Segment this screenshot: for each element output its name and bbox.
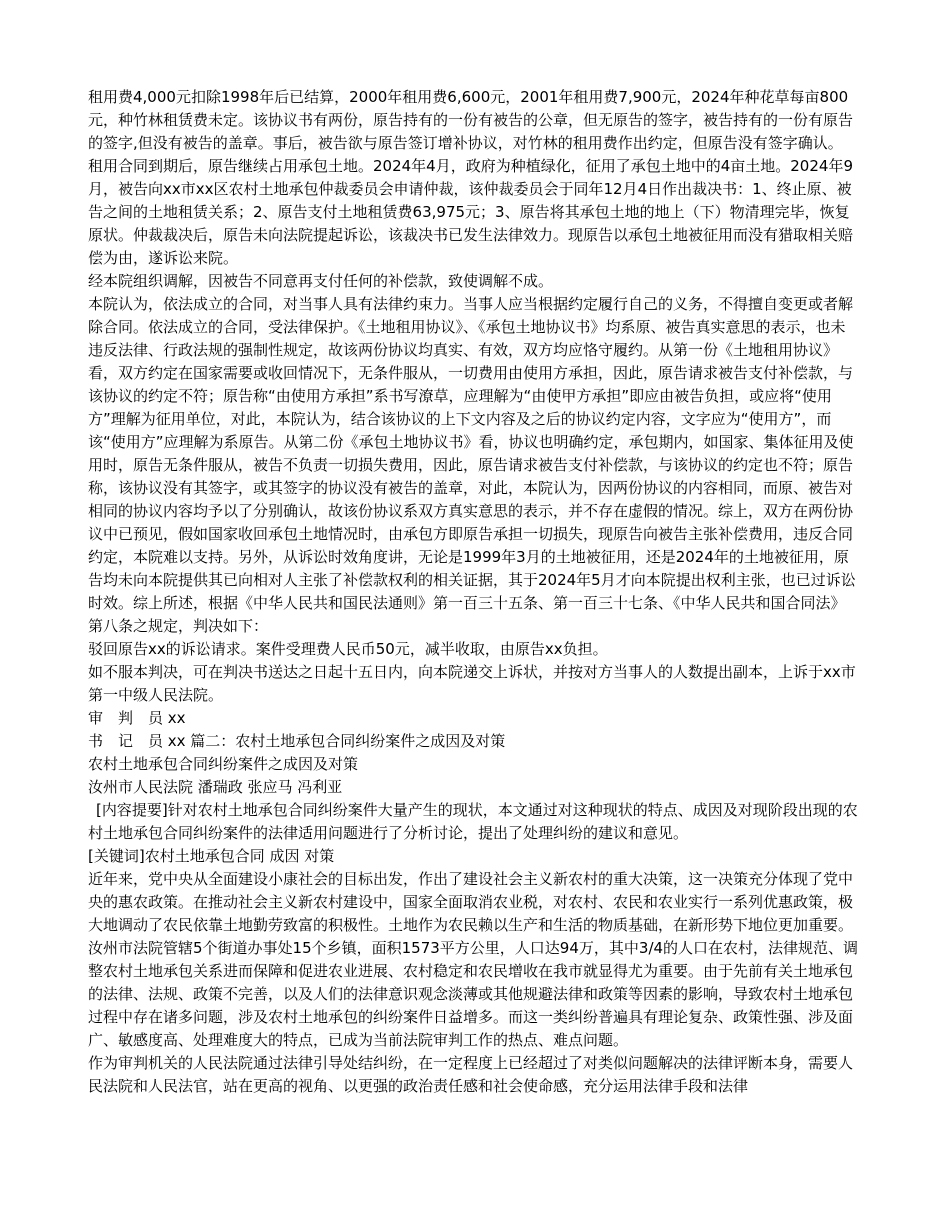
article-keywords: [关键词]农村土地承包合同 成因 对策	[88, 847, 335, 865]
paragraph-court-opinion: 本院认为，依法成立的合同，对当事人具有法律约束力。当事人应当根据约定履行自己的义务，不得擅自变更或者解除合同。依法成立的合同，受法律保护。《土地租用协议》、《承包土地协议书》均系原、被告真实意思的表示，也未违反法律、行政法规的强制性规定，故该两份协议均真实、有效，双方均应恪守履约。从第一份《土地租用协议》看，双方约定在国家需要或收回情况下，无条件服从，一切费用由使用方承担，因此，原告请求被告支付补偿款，与该协议的约定不符；原告称“由使用方承担”系书写潦草，应理解为“由使甲方承担”即应由被告负担，或应将“使用方”理解为征用单位，对此，本院认为，结合该协议的上下文内容及之后的协议约定内容，文字应为“使用方”，而该“使用方”应理解为系原告。从第二份《承包土地协议书》看，协议也明确约定，承包期内，如国家、集体征用及使用时，原告无条件服从，被告不负责一切损失费用，因此，原告请求被告支付补偿款，与该协议的约定也不符；原告称，该协议没有其签字，或其签字的协议没有被告的盖章，对此，本院认为，因两份协议的内容相同，而原、被告对相同的协议内容均予以了分别确认，故该份协议系双方真实意思的表示，并不存在虚假的情况。综上，双方在两份协议中已预见，假如国家收回承包土地情况时，由承包方即原告承担一切损失，现原告向被告主张补偿费用，违反合同约定，本院难以支持。另外，从诉讼时效角度讲，无论是1999年3月的土地被征用，还是2024年的土地被征用，原告均未向本院提供其已向相对人主张了补偿款权利的相关证据，其于2024年5月才向本院提出权利主张，也已过诉讼时效。综上所述，根据《中华人民共和国民法通则》第一百三十五条、第一百三十七条、《中华人民共和国合同法》第八条之规定，判决如下：	[88, 295, 856, 635]
paragraph-judgment: 驳回原告xx的诉讼请求。案件受理费人民币50元，减半收取，由原告xx负担。	[88, 640, 608, 658]
article-intro-paragraph: 近年来，党中央从全面建设小康社会的目标出发，作出了建设社会主义新农村的重大决策，这一决策充分体现了党中央的惠农政策。在推动社会主义新农村建设中，国家全面取消农业税，对农村、农民和农业实行一系列优惠政策，极大地调动了农民依靠土地勤劳致富的积极性。土地作为农民赖以生产和生活的物质基础，在新形势下地位更加重要。汝州市法院管辖5个街道办事处15个乡镇，面积1573平方公里，人口达94万，其中3/4的人口在农村，法律规范、调整农村土地承包关系进而保障和促进农业进展、农村稳定和农民增收在我市就显得尤为重要。由于先前有关土地承包的法律、法规、政策不完善，以及人们的法律意识观念淡薄或其他规避法律和政策等因素的影响，导致农村土地承包过程中存在诸多问题，涉及农村土地承包的纠纷案件日益增多。而这一类纠纷普遍具有理论复杂、政策性强、涉及面广、敏感度高、处理难度大的特点，已成为当前法院审判工作的热点、难点问题。	[88, 870, 859, 1049]
article-authors: 汝州市人民法院 潘瑞政 张应马 冯利亚	[88, 778, 343, 796]
paragraph-appeal-notice: 如不服本判决，可在判决书送达之日起十五日内，向本院递交上诉状，并按对方当事人的人数提出副本，上诉于xx市第一中级人民法院。	[88, 663, 856, 704]
paragraph-arbitration: 租用合同到期后，原告继续占用承包土地。2024年4月，政府为种植绿化，征用了承包土地中的4亩土地。2024年9月，被告向xx市xx区农村土地承包仲裁委员会申请仲裁，该仲裁委员会于同年12月4日作出裁决书：1、终止原、被告之间的土地租赁关系；2、原告支付土地租赁费63,975元；3、原告将其承包土地的地上（下）物清理完毕，恢复原状。仲裁裁决后，原告未向法院提起诉讼，该裁决书已发生法律效力。现原告以承包土地被征用而没有猎取相关赔偿为由，遂诉讼来院。	[88, 157, 854, 267]
clerk-signature-line: 书 记 员 xx 篇二：农村土地承包合同纠纷案件之成因及对策	[88, 732, 506, 750]
article-abstract: [内容提要]针对农村土地承包合同纠纷案件大量产生的现状，本文通过对这种现状的特点、成因及对现阶段出现的农村土地承包合同纠纷案件的法律适用问题进行了分析讨论，提出了处理纠纷的建议和意见。	[88, 801, 858, 842]
paragraph-mediation: 经本院组织调解，因被告不同意再支付任何的补偿款，致使调解不成。	[88, 272, 554, 290]
judge-signature-line: 审 判 员 xx	[88, 709, 186, 727]
article-body-paragraph: 作为审判机关的人民法院通过法律引导处结纠纷，在一定程度上已经超过了对类似问题解决的法律评断本身，需要人民法院和人民法官，站在更高的视角、以更强的政治责任感和社会使命感，充分运用法律手段和法律	[88, 1054, 854, 1095]
article-title: 农村土地承包合同纠纷案件之成因及对策	[88, 755, 359, 773]
paragraph-lease-fees: 租用费4,000元扣除1998年后已结算，2000年租用费6,600元，2001年租用费7,900元，2024年种花草每亩800元，种竹林租赁费未定。该协议书有两份，原告持有的一份有被告的公章，但无原告的签字，被告持有的一份有原告的签字,但没有被告的盖章。事后，被告欲与原告签订增补协议，对竹林的租用费作出约定，但原告没有签字确认。	[88, 88, 854, 152]
document-page	[88, 86, 860, 1098]
